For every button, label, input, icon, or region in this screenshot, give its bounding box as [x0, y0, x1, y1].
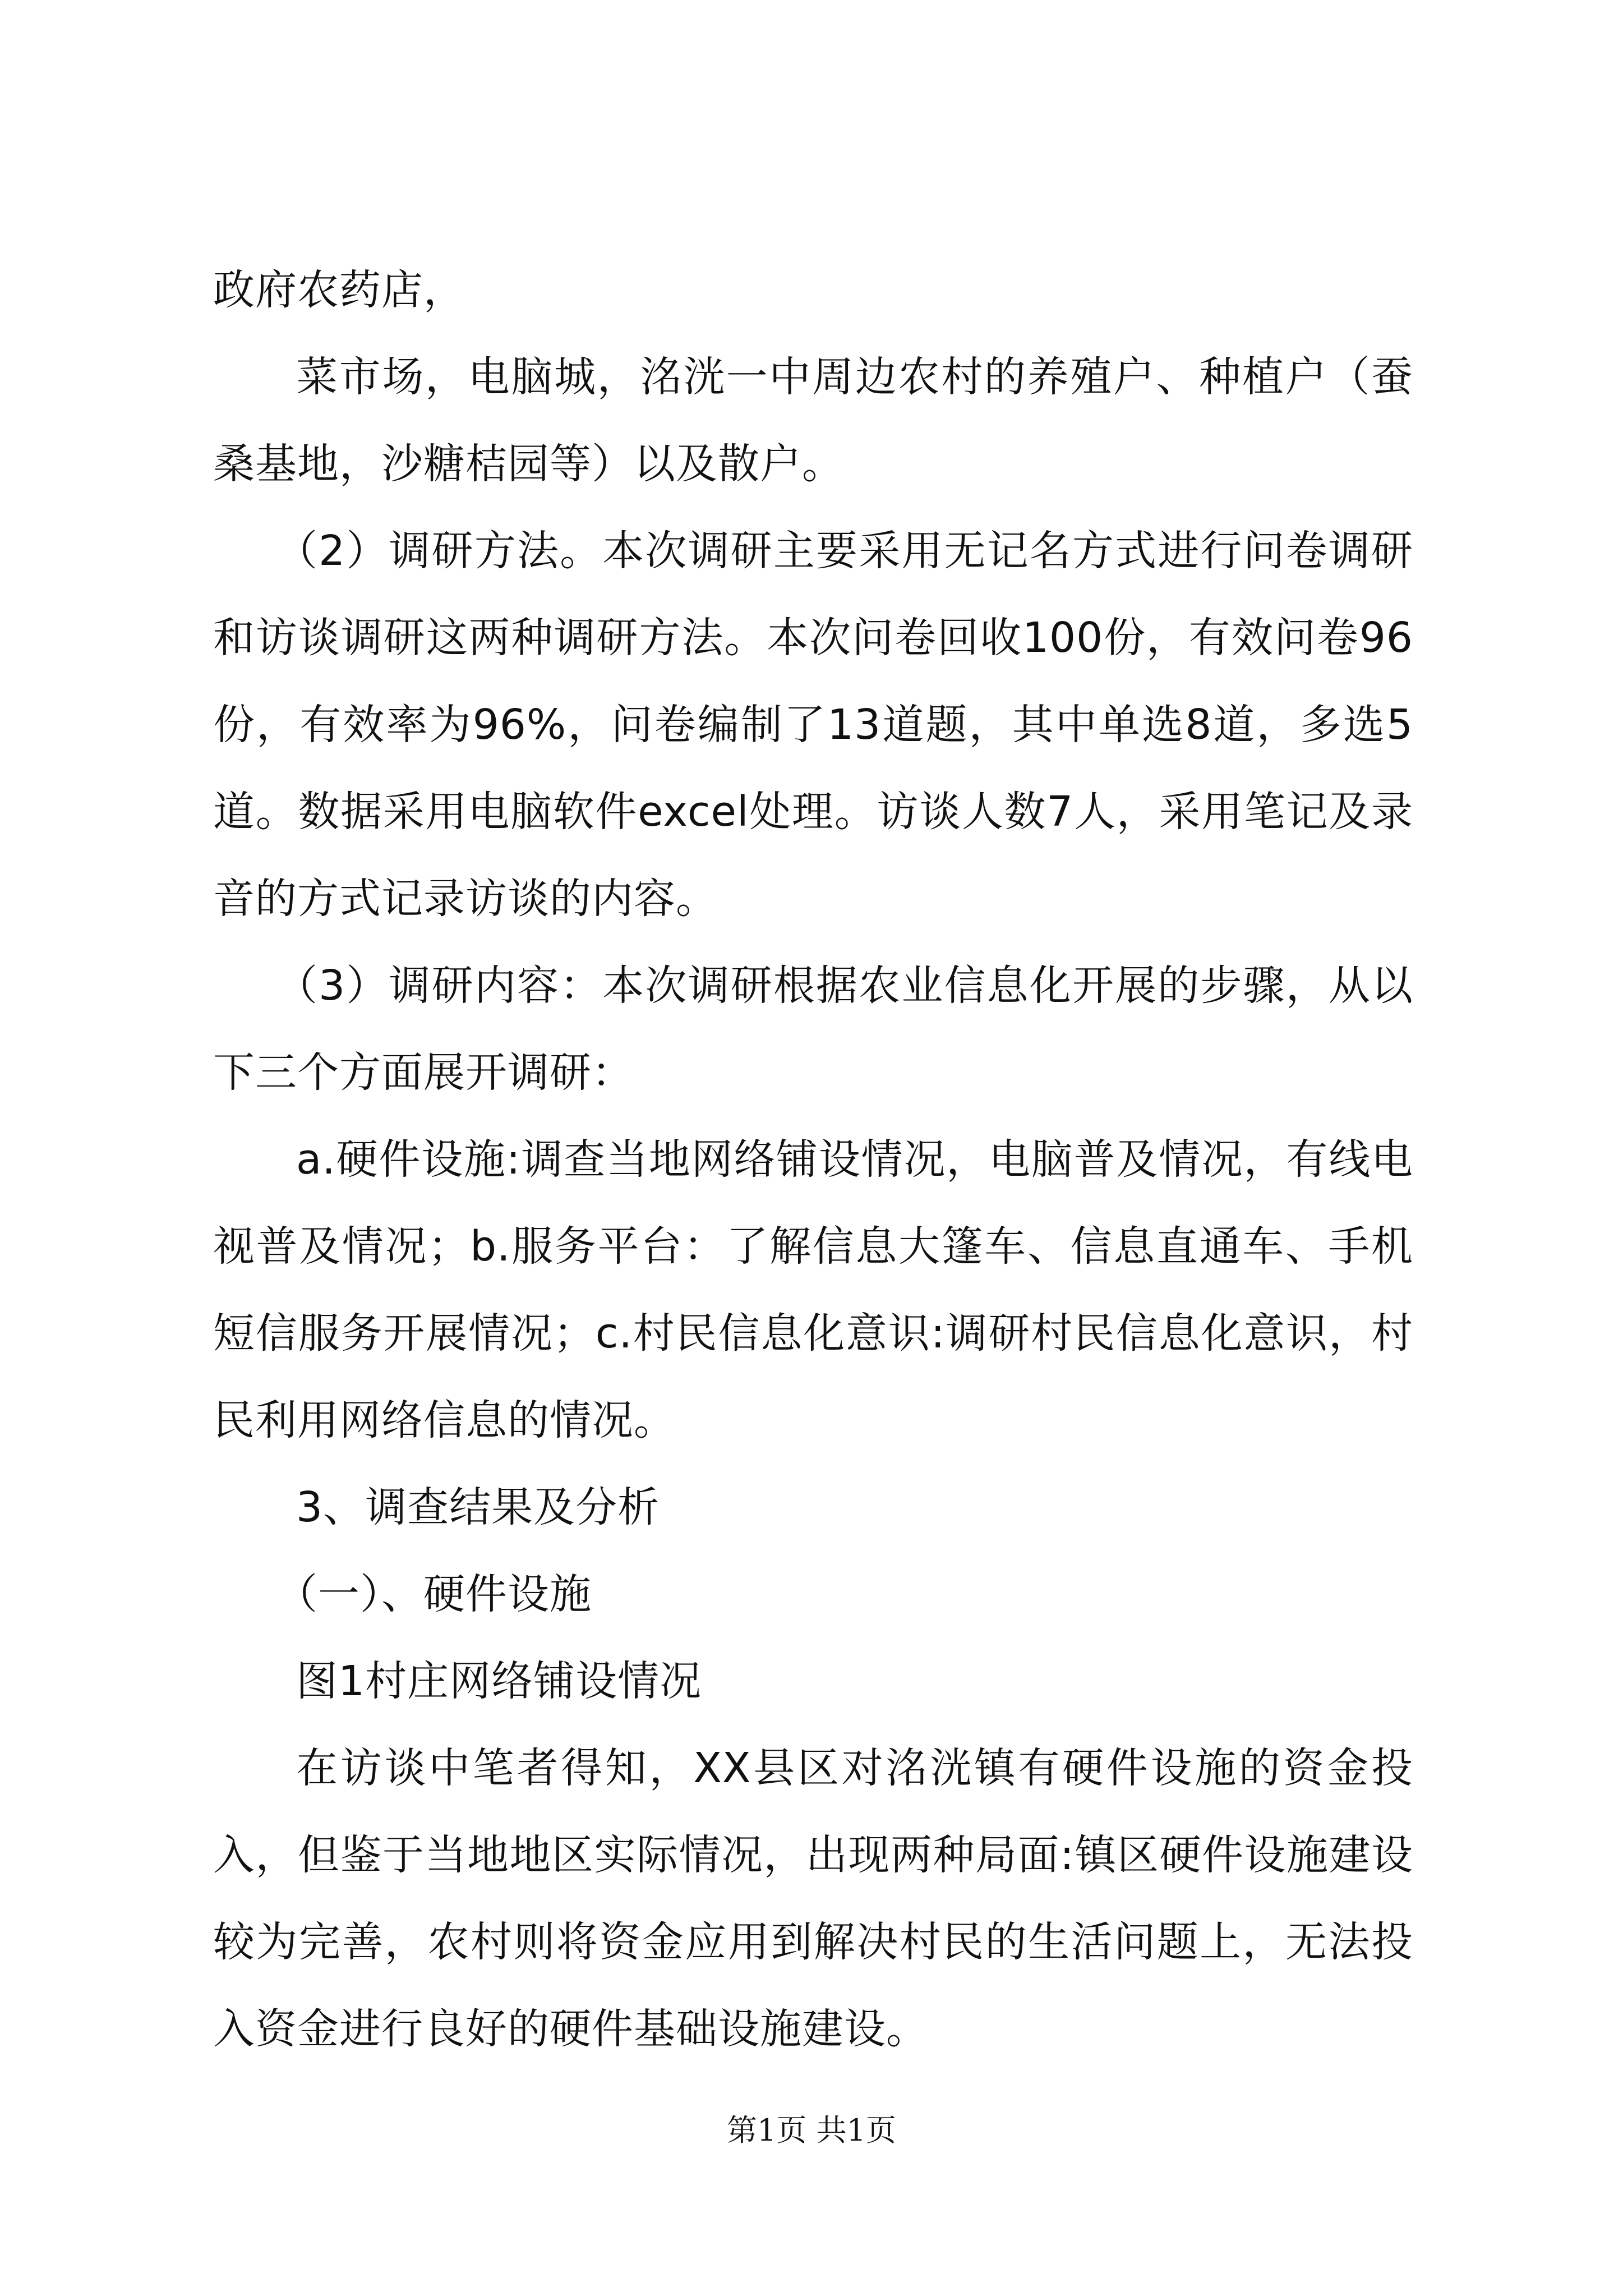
paragraph-research-method: （2）调研方法。本次调研主要采用无记名方式进行问卷调研和访谈调研这两种调研方法。本次问卷回收100份，有效问卷96份，有效率为96%，问卷编制了13道题，其中单选8道，多选5道。数据采用电脑软件excel处理。访谈人数7人，采用笔记及录音的方式记录访谈的内容。: [213, 527, 1413, 923]
paragraph-interview-findings: 在访谈中笔者得知，XX县区对洺洸镇有硬件设施的资金投入，但鉴于当地地区实际情况，出现两种局面:镇区硬件设施建设较为完善，农村则将资金应用到解决村民的生活问题上，无法投入资金进行良好的硬件基础设施建设。: [213, 1744, 1413, 2053]
paragraph-continuation: 政府农药店，: [213, 266, 465, 314]
document-body: [213, 247, 1413, 2073]
section-heading-results: 3、调查结果及分析: [296, 1483, 660, 1531]
page-footer: 第1页 共1页: [727, 2113, 896, 2148]
paragraph-research-aspects: a.硬件设施:调查当地网络铺设情况，电脑普及情况，有线电视普及情况；b.服务平台：了解信息大篷车、信息直通车、手机短信服务开展情况；c.村民信息化意识:调研村民信息化意识，村民利用网络信息的情况。: [213, 1135, 1413, 1444]
paragraph-research-content: （3）调研内容：本次调研根据农业信息化开展的步骤，从以下三个方面展开调研：: [213, 961, 1413, 1097]
subsection-heading-hardware: （一）、硬件设施: [276, 1570, 592, 1618]
figure-caption: 图1村庄网络铺设情况: [296, 1657, 702, 1705]
paragraph-survey-targets: 菜市场，电脑城，洺洸一中周边农村的养殖户、种植户（蚕桑基地，沙糖桔园等）以及散户。: [213, 353, 1413, 488]
